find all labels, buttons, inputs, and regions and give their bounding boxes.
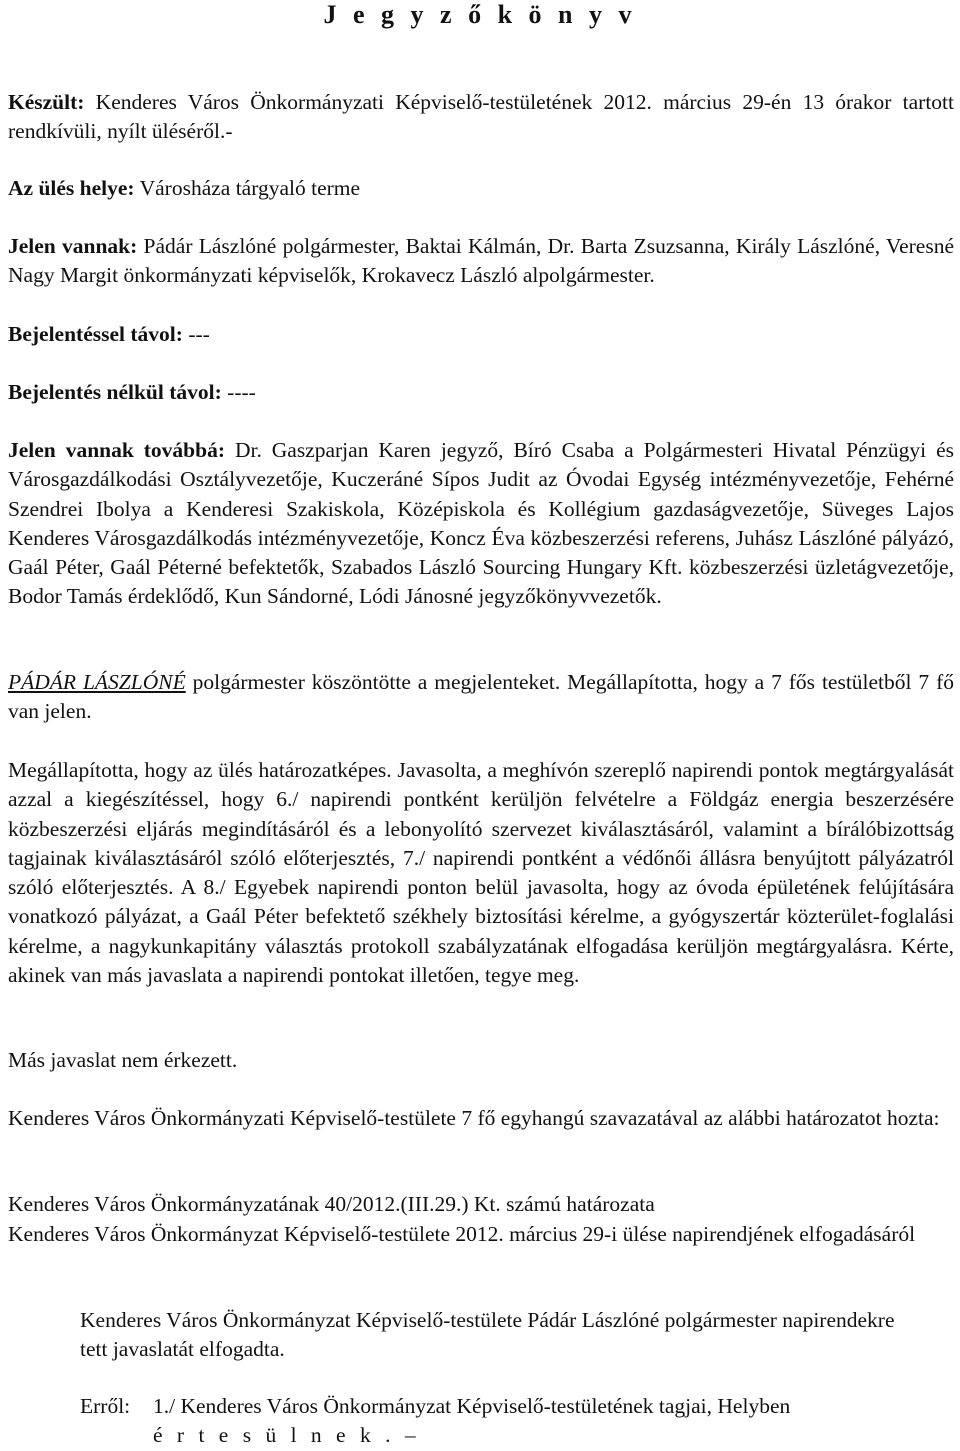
hatarozat-subject: Kenderes Város Önkormányzat Képviselő-testülete 2012. március 29-i ülése napirendjének elfogadásáról bbox=[8, 1222, 916, 1246]
bejelentes-nelkul-text: ---- bbox=[227, 380, 256, 404]
elfogadja-paragraph: Kenderes Város Önkormányzat Képviselő-testülete Pádár Lászlóné polgármester napirendekre tett javaslatát elfogadta. bbox=[80, 1308, 895, 1362]
tovabba-paragraph bbox=[8, 436, 954, 612]
jelen-text: Pádár Lászlóné polgármester, Baktai Kálmán, Dr. Barta Zsuzsanna, Király Lászlóné, Veresné Nagy Margit önkormányzati képviselők, Krokavecz László alpolgármester. bbox=[8, 234, 954, 288]
tovabba-label: Jelen vannak továbbá: bbox=[8, 438, 225, 462]
bejelentessel-paragraph bbox=[8, 320, 954, 349]
bejelentes-nelkul-paragraph bbox=[8, 378, 954, 407]
keszult-label: Készült: bbox=[8, 90, 85, 114]
helye-text: Városháza tárgyaló terme bbox=[139, 176, 361, 200]
helye-paragraph bbox=[8, 174, 954, 203]
bejelentessel-text: --- bbox=[188, 322, 210, 346]
helye-label: Az ülés helye: bbox=[8, 176, 135, 200]
megallapitotta-paragraph: Megállapította, hogy az ülés határozatképes. Javasolta, a meghívón szereplő napirendi pontok megtárgyalását azzal a kiegészítéssel, hogy 6./ napirendi pontként kerüljön felvételre a Földgáz energia beszerzésére közbeszerzési eljárás megindításáról és a lebonyolító szervezet kiválasztásáról, valamint a bírálóbizottság tagjainak kiválasztásáról szóló előterjesztés, 7./ napirendi pontként a védőnői állásra benyújtott pályázatról szóló előterjesztés. A 8./ Egyebek napirendi ponton belül javasolta, hogy az óvoda épületének felújítására vonatkozó pályázat, a Gaál Péter befektető székhely biztosítási kérelme, a gyógyszertár közterület-foglalási kérelme, a nagykunkapitány választás protokoll szabályzatának elfogadása kerüljön megtárgyalásra. Kérte, akinek van más javaslata a napirendi pontokat illetően, tegye meg. bbox=[8, 758, 954, 988]
ertesulnek-text: é r t e s ü l n e k . – bbox=[153, 1423, 421, 1448]
hatarozat-title: Kenderes Város Önkormányzatának 40/2012.(III.29.) Kt. számú határozata bbox=[8, 1192, 655, 1216]
keszult-text: Kenderes Város Önkormányzati Képviselő-testületének 2012. március 29-én 13 órakor tartott rendkívüli, nyílt üléséről.- bbox=[8, 90, 954, 144]
padar-text: polgármester köszöntötte a megjelenteket. Megállapította, hogy a 7 fős testületből 7 fő van jelen. bbox=[8, 670, 954, 724]
keszult-paragraph bbox=[8, 88, 954, 147]
document-title: J e g y z ő k ö n y v bbox=[323, 0, 637, 29]
padar-paragraph bbox=[8, 668, 954, 727]
errol-recipient-line: 1./ Kenderes Város Önkormányzat Képviselő-testületének tagjai, Helyben bbox=[153, 1394, 791, 1418]
mas-javaslat-paragraph: Más javaslat nem érkezett. bbox=[8, 1048, 238, 1072]
szavazas-paragraph: Kenderes Város Önkormányzati Képviselő-testülete 7 fő egyhangú szavazatával az alábbi határozatot hozta: bbox=[8, 1106, 940, 1130]
jelen-label: Jelen vannak: bbox=[8, 234, 138, 258]
bejelentes-nelkul-label: Bejelentés nélkül távol: bbox=[8, 380, 222, 404]
jelen-paragraph bbox=[8, 232, 954, 291]
errol-recipients bbox=[153, 1392, 913, 1451]
errol-label: Erről: bbox=[80, 1394, 131, 1418]
bejelentessel-label: Bejelentéssel távol: bbox=[8, 322, 183, 346]
tovabba-text: Dr. Gaszparjan Karen jegyző, Bíró Csaba a Polgármesteri Hivatal Pénzügyi és Városgazdálkodási Osztályvezetője, Kuczeráné Sípos Judit az Óvodai Egység intézményvezetője, Fehérné Szendrei Ibolya a Kenderesi Szakiskola, Középiskola és Kollégium gazdaságvezetője, Süveges Lajos Kenderes Városgazdálkodás intézményvezetője, Koncz Éva közbeszerzési referens, Juhász Lászlóné pályázó, Gaál Péter, Gaál Péterné befektetők, Szabados László Sourcing Hungary Kft. közbeszerzési üzletágvezetője, Bodor Tamás érdeklődő, Kun Sándorné, Lódi Jánosné jegyzőkönyvvezetők. bbox=[8, 438, 954, 609]
padar-name: PÁDÁR LÁSZLÓNÉ bbox=[8, 670, 186, 694]
